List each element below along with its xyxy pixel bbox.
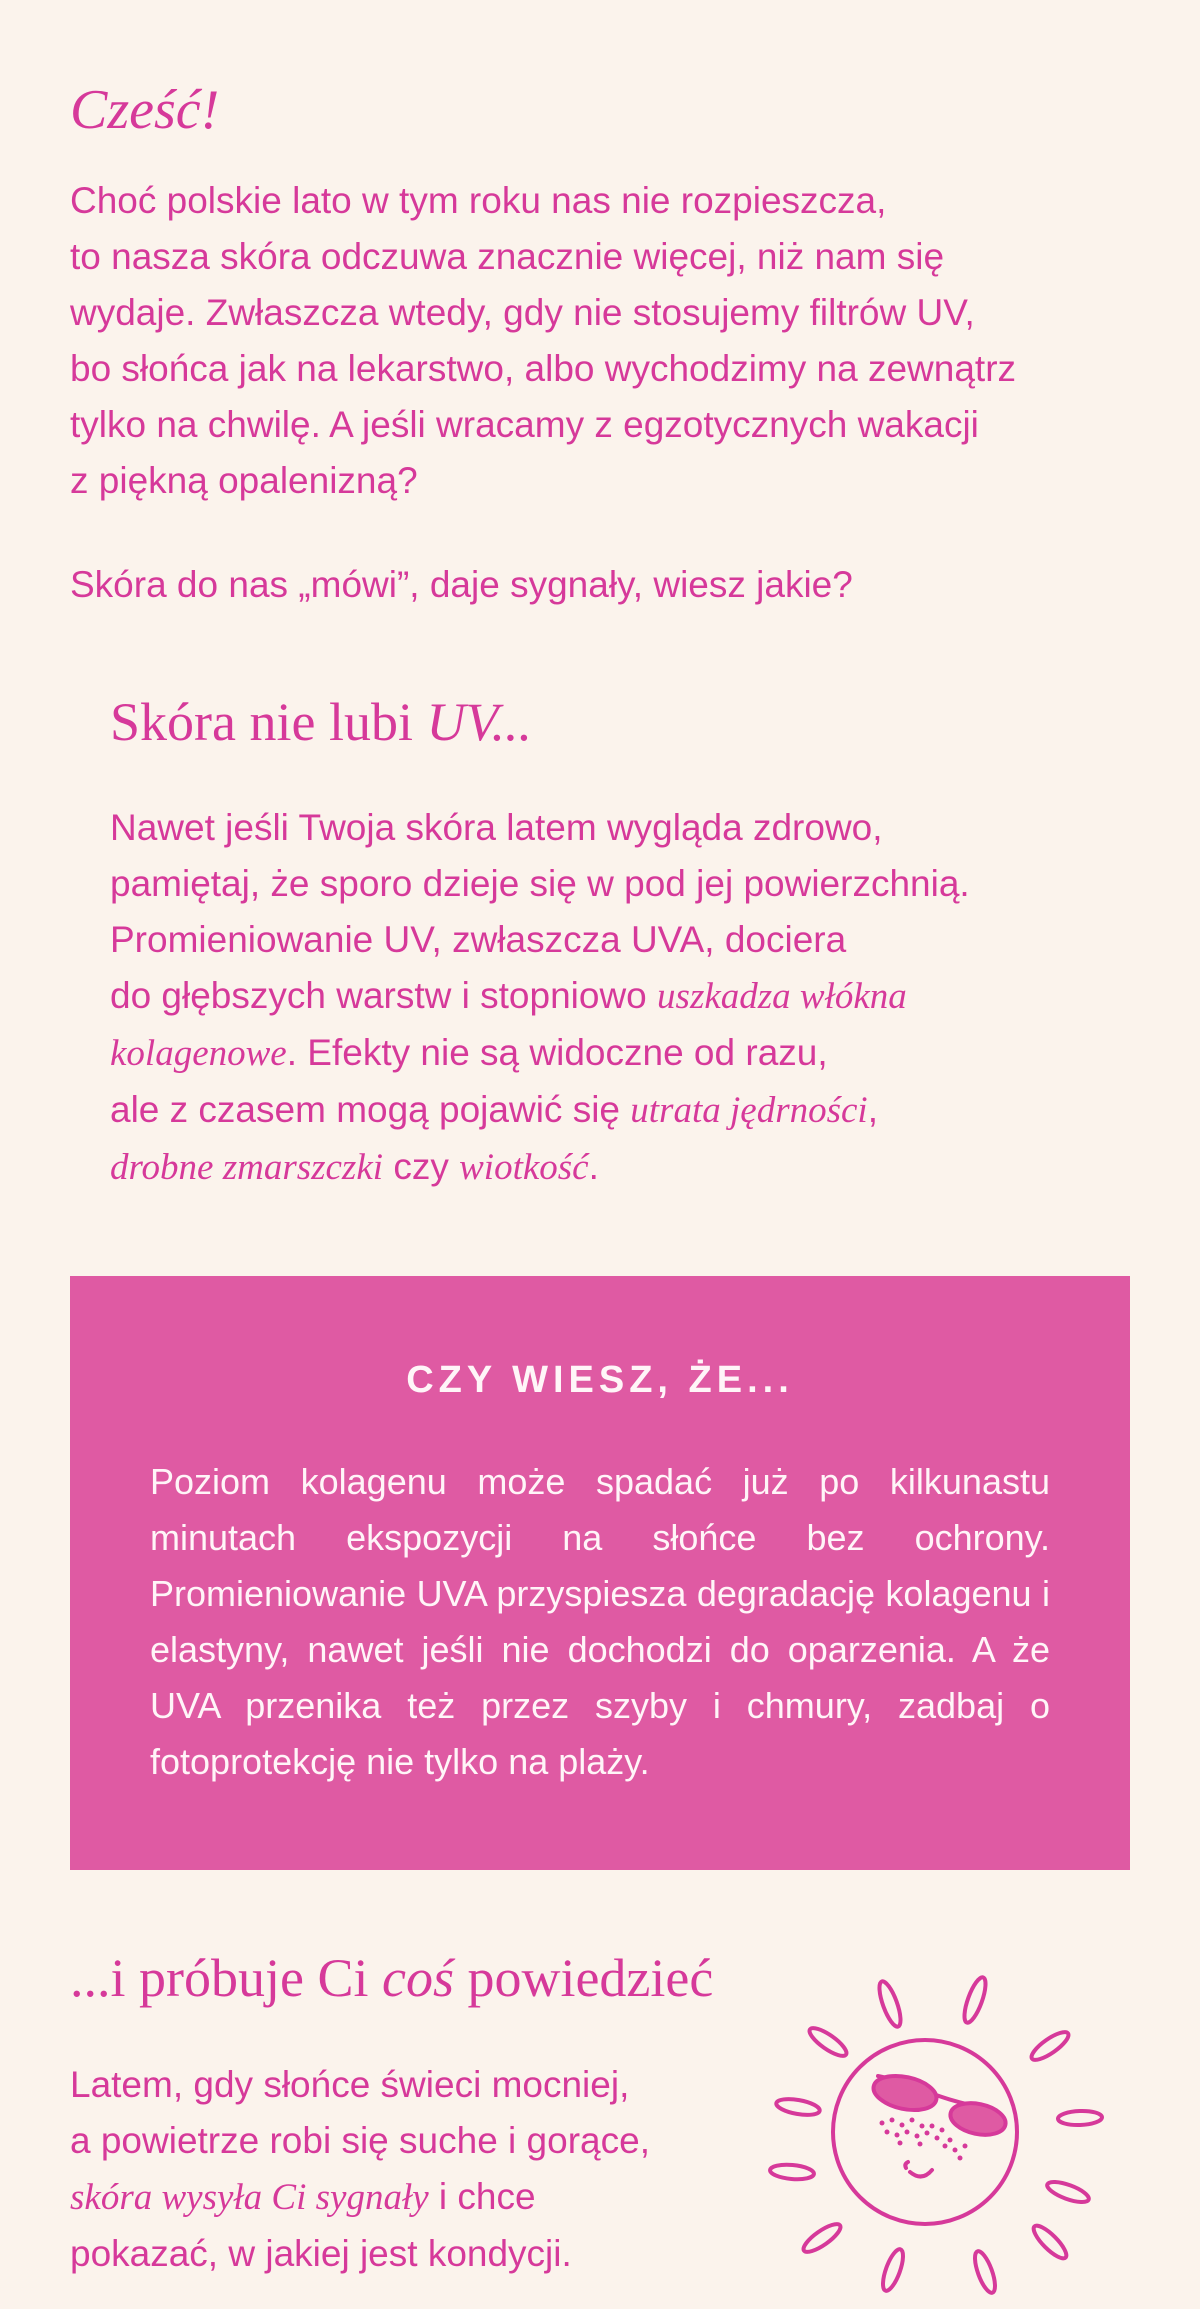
signals-section-title: ...i próbuje Ci coś powiedzieć <box>70 1948 714 2008</box>
intro-paragraph: Choć polskie lato w tym roku nas nie rozpieszcza, to nasza skóra odczuwa znacznie więcej, niż nam się wydaje. Zwłaszcza wtedy, gdy nie stosujemy filtrów UV, bo słońca jak na lekarstwo, albo wychodzimy na zewnątrz tylko na chwilę. A jeśli wracamy z egzotycznych wakacji z piękną opalenizną? <box>70 180 1017 501</box>
greeting-heading: Cześć! <box>70 79 220 141</box>
fact-box <box>70 1276 1130 1870</box>
intro-question: Skóra do nas „mówi”, daje sygnały, wiesz jakie? <box>70 564 853 605</box>
fact-box-text: Poziom kolagenu może spadać już po kilkunastu minutach ekspozycji na słońce bez ochrony. Promieniowanie UVA przyspiesza degradację kolagenu i elastyny, nawet jeśli nie dochodzi do oparzenia. A że UVA przenika też przez szyby i chmury, zadbaj o fotoprotekcję nie tylko na plaży. <box>150 1461 1050 1782</box>
fact-box-title: CZY WIESZ, ŻE... <box>406 1359 794 1401</box>
signals-section-text: Latem, gdy słońce świeci mocniej, a powietrze robi się suche i gorące, skóra wysyła Ci sygnały i chce pokazać, w jakiej jest kondycji. <box>70 2064 650 2274</box>
uv-section-title: Skóra nie lubi UV... <box>110 692 532 752</box>
uv-section-text: Nawet jeśli Twoja skóra latem wygląda zdrowo, pamiętaj, że sporo dzieje się w pod jej powierzchnią. Promieniowanie UV, zwłaszcza UVA, dociera do głębszych warstw i stopniowo uszkadza włókna kolagenowe. Efekty nie są widoczne od razu, ale z czasem mogą pojawić się utrata jędrności, drobne zmarszczki czy wiotkość. <box>110 807 970 1188</box>
sun-with-sunglasses-icon <box>760 1960 1120 2300</box>
